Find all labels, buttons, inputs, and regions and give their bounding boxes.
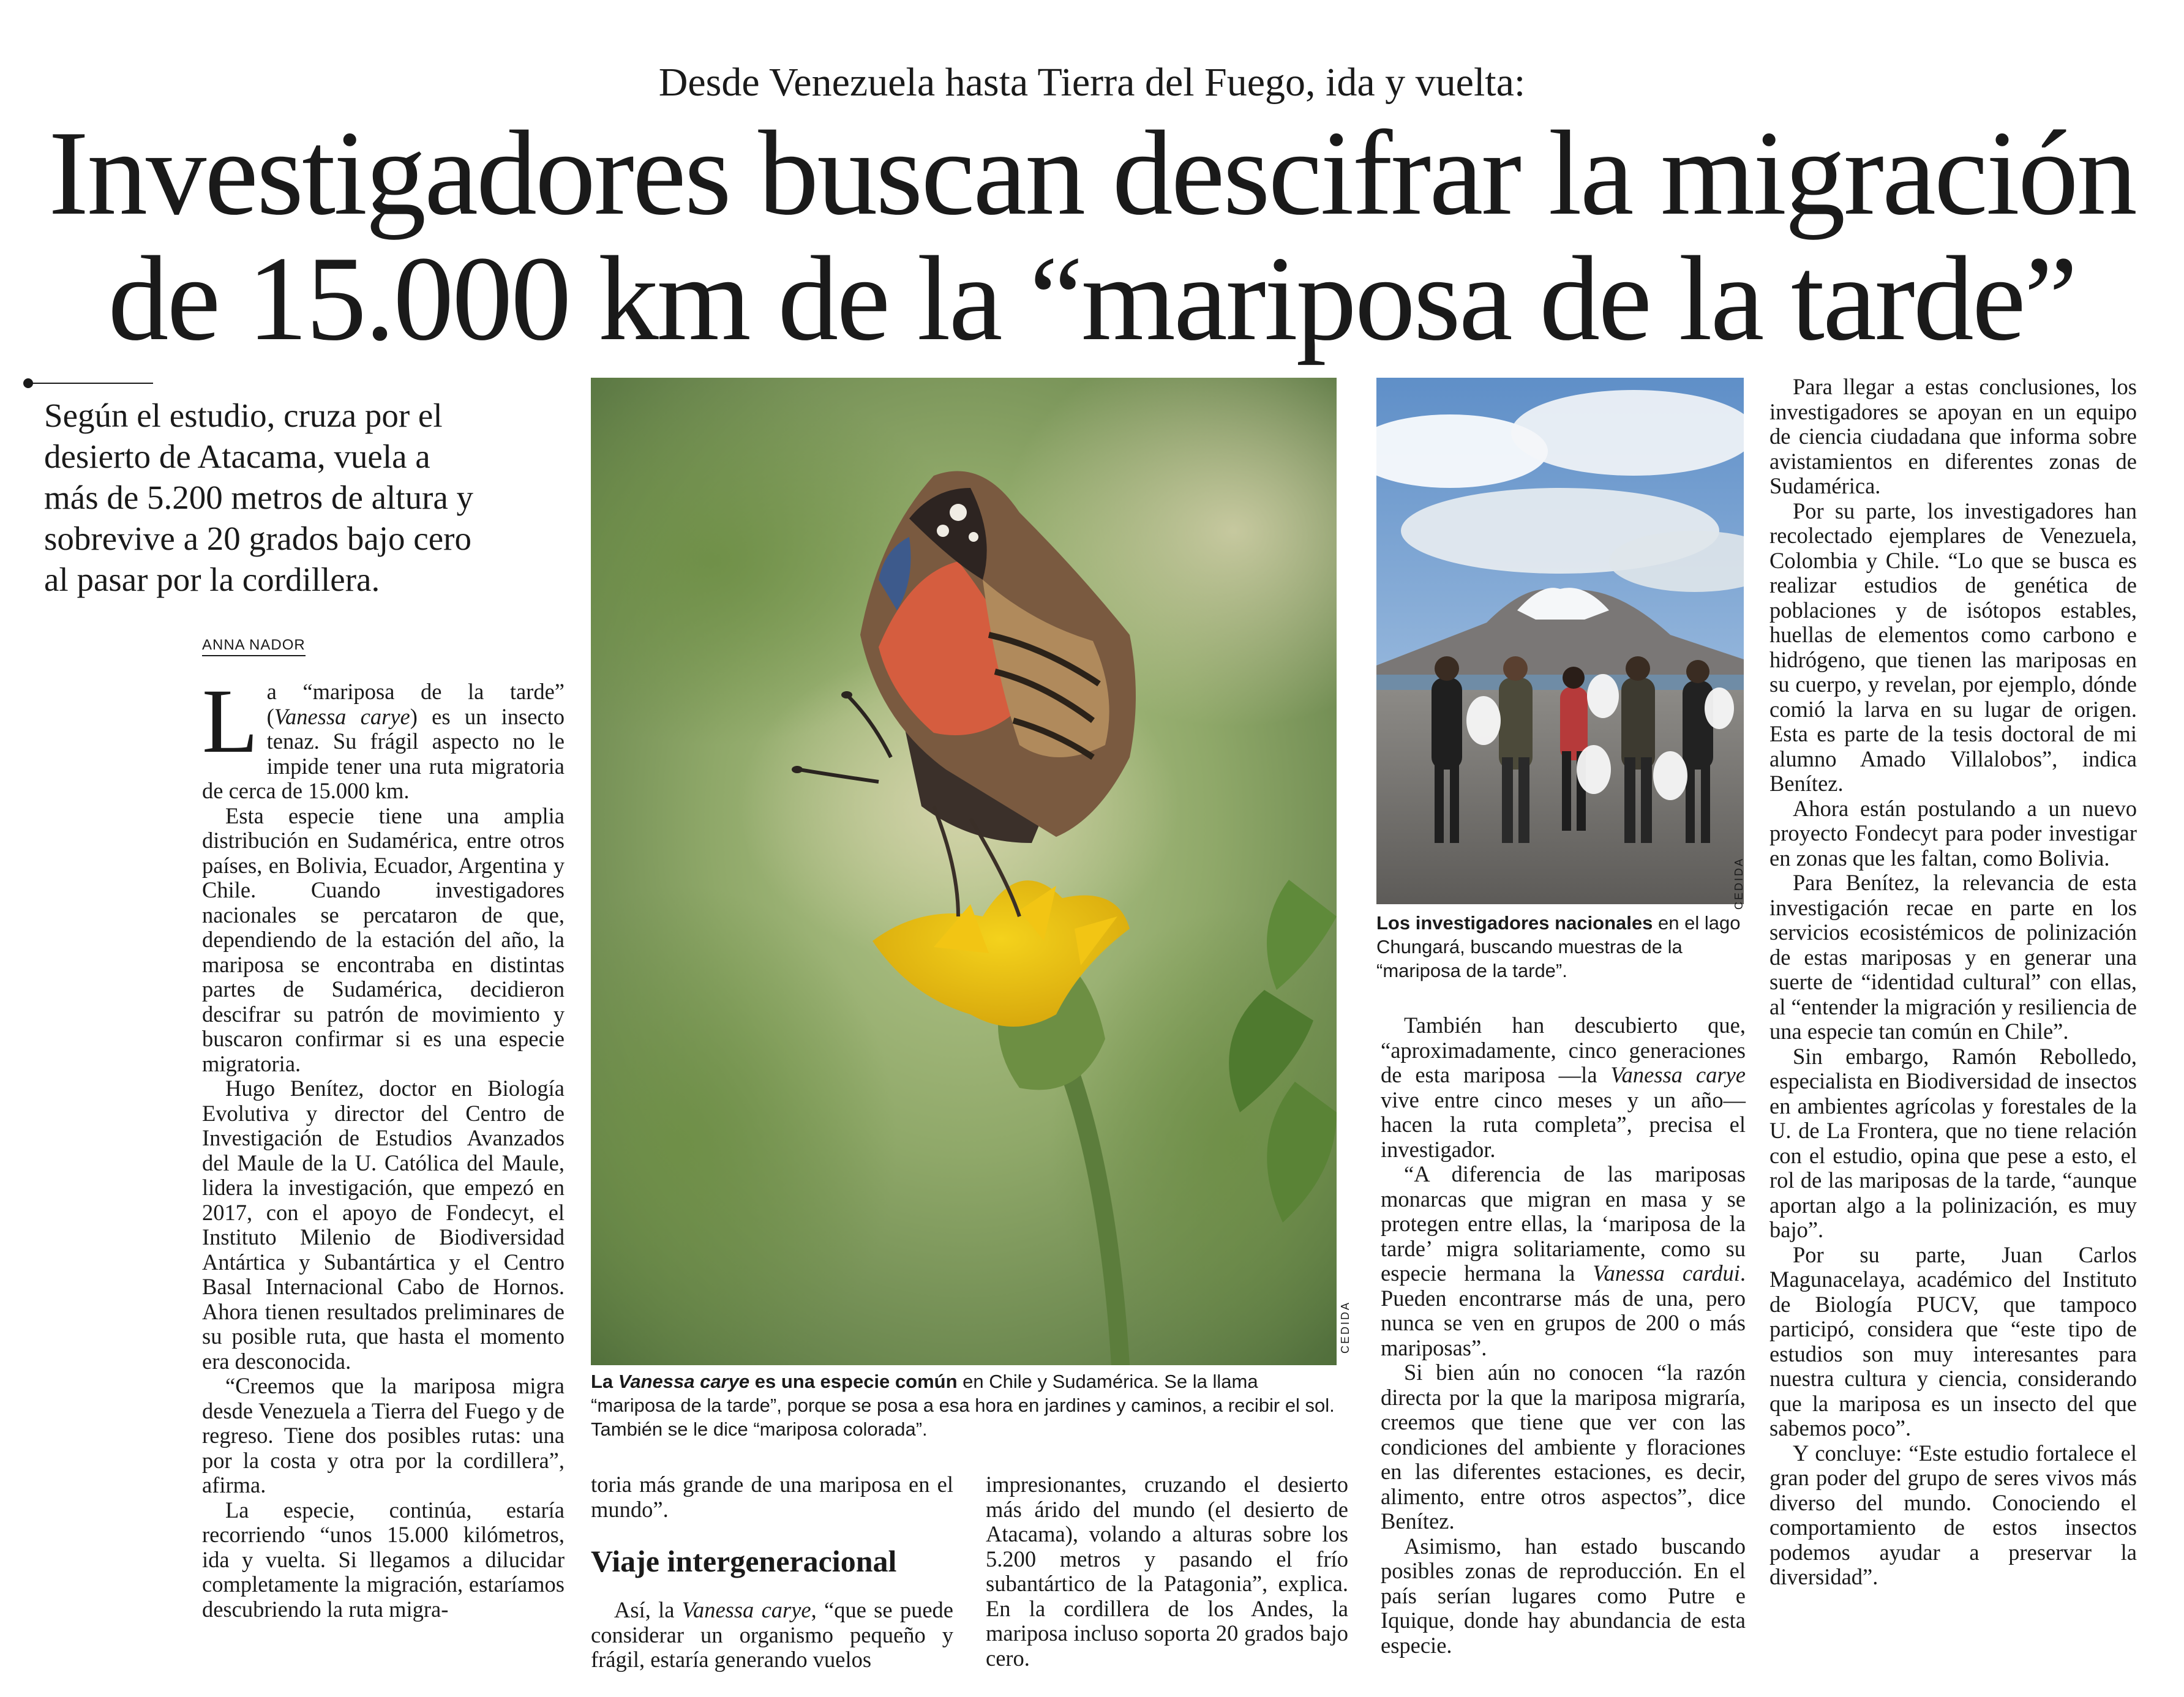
researchers-illustration — [1376, 378, 1744, 904]
paragraph: Hugo Benítez, doctor en Biología Evolutiva y director del Centro de Investigación de Estudios Avanzados del Maule de la U. Católica del Maule, lidera la investigación, que empezó en 2017, con el apoyo de Fondecyt, el Instituto Milenio de Biodiversidad Antártica y Subantártica y el Centro Basal Internacional Cabo de Hornos. Ahora tienen resultados preliminares de su posible ruta, que hasta el momento era desconocida. — [202, 1076, 565, 1374]
article-column-4 — [1381, 1013, 1746, 1658]
researchers-photo — [1376, 378, 1744, 904]
photo-caption — [591, 1369, 1338, 1441]
paragraph: Ahora están postulando a un nuevo proyecto Fondecyt para poder investigar en zonas que les faltan, como Bolivia. — [1769, 795, 2137, 871]
paragraph: La especie, continúa, estaría recorriendo “unos 15.000 kilómetros, ida y vuelta. Si llegamos a dilucidar completamente la migración, estaríamos descubriendo la ruta migra- — [202, 1497, 565, 1622]
text: vive entre cinco meses y un año— hacen la ruta completa”, precisa el investigador. — [1381, 1087, 1746, 1162]
article-column-1 — [202, 670, 565, 1622]
caption-text: en el lago Chungará, buscando muestras de la “mariposa de la tarde”. — [1376, 912, 1741, 981]
paragraph: Y concluye: “Este estudio fortalece el gran poder del grupo de seres vivos más diverso del mundo. Conociendo el comportamiento de estos insectos podemos ayudar a preservar la diversidad”. — [1769, 1440, 2137, 1589]
paragraph: Si bien aún no conocen “la razón directa por la que la mariposa migraría, creemos que tiene que ver con las condiciones del ambiente y floraciones en las diferentes estaciones, es decir, alimento, entre otros aspectos”, dice Benítez. — [1381, 1360, 1746, 1534]
species-name: Vanessa carye — [274, 703, 410, 729]
article-column-3 — [986, 1472, 1348, 1671]
deck-line: sobrevive a 20 grados bajo cero — [44, 520, 471, 557]
caption-text: en Chile y Sudamérica. Se la llama “mariposa de la tarde”, porque se posa a esa hora en jardines y caminos, a recibir el sol. También se le dice “mariposa colorada”. — [591, 1371, 1335, 1440]
paragraph: Sin embargo, Ramón Rebolledo, especialista en Biodiversidad de insectos en ambientes agrícolas y forestales de la U. de La Frontera, que no tiene relación con el estudio, opina que pese a esto, el rol de las mariposas de la tarde, “aunque aportan algo a la polinización, es muy bajo”. — [1769, 1043, 2137, 1242]
caption-bold: La — [591, 1371, 618, 1392]
headline-line-2: de 15.000 km de la “mariposa de la tarde” — [108, 231, 2076, 365]
byline: ANNA NADOR — [202, 637, 306, 656]
paragraph — [591, 1598, 953, 1673]
paragraph — [1381, 1162, 1746, 1360]
paragraph — [202, 670, 565, 804]
headline-line-1: Investigadores buscan descifrar la migración — [48, 106, 2136, 240]
article-column-2-continued — [591, 1598, 953, 1673]
text: “A diferencia de las mariposas monarcas que migran en masa y se protegen entre ellas, la ‘mariposa de la tarde’ migra solitariamente, como su especie hermana la — [1381, 1161, 1746, 1286]
species-name: Vanessa carye — [618, 1371, 750, 1392]
text: ) es un insecto tenaz. Su frágil aspecto no le impide tener una ruta migratoria de cerca de 15.000 km. — [202, 703, 565, 803]
paragraph: Asimismo, han estado buscando posibles zonas de reproducción. En el país serían lugares como Putre e Iquique, donde hay abundancia de esta especie. — [1381, 1533, 1746, 1658]
article-column-5 — [1769, 375, 2137, 1590]
photo-credit: CEDIDA — [1339, 1301, 1351, 1354]
species-name: Vanessa carye — [1610, 1062, 1746, 1087]
text: También han descubierto que, “aproximadamente, cinco generaciones de esta mariposa —la — [1381, 1013, 1746, 1087]
photo-caption — [1376, 911, 1744, 983]
paragraph: toria más grande de una mariposa en el mundo”. — [591, 1472, 953, 1522]
paragraph: Esta especie tiene una amplia distribución en Sudamérica, entre otros países, en Bolivia, Ecuador, Argentina y Chile. Cuando investigadores nacionales se percataron de que, dependiendo de la estación del año, la mariposa se encontraba en distintas partes de Sudamérica, decidieron descifrar su patrón de movimiento y buscaron confirmar si es una especie migratoria. — [202, 803, 565, 1076]
paragraph: Por su parte, los investigadores han recolectado ejemplares de Venezuela, Colombia y Chile. “Lo que se busca es realizar estudios de genética de poblaciones y de isótopos estables, huellas de elementos como carbono e hidrógeno, que tienen las mariposas en su cuerpo, y revelan, por ejemplo, dónde comió la larva en su lugar de origen. Esta es parte de la tesis doctoral de mi alumno Amado Villalobos”, indica Benítez. — [1769, 498, 2137, 796]
text: Así, la — [614, 1597, 682, 1622]
paragraph: “Creemos que la mariposa migra desde Venezuela a Tierra del Fuego y de regreso. Tiene dos posibles rutas: una por la costa y otra por la cordillera”, afirma. — [202, 1373, 565, 1497]
paragraph: Por su parte, Juan Carlos Magunacelaya, académico del Instituto de Biología PUCV, que tampoco participó, considera que “este tipo de estudios son muy interesantes para nuestra cultura y ciencia, considerando que la mariposa es un insecto del que sabemos poco”. — [1769, 1242, 2137, 1440]
text: a “mariposa de la tarde” ( — [266, 679, 565, 729]
caption-bold: es una especie común — [749, 1371, 958, 1392]
paragraph: impresionantes, cruzando el desierto más árido del mundo (el desierto de Atacama), volando a alturas sobre los 5.200 metros y pasando el frío subantártico de la Patagonia”, explica. En la cordillera de los Andes, la mariposa incluso soporta 20 grados bajo cero. — [986, 1472, 1348, 1671]
deck-line: al pasar por la cordillera. — [44, 561, 380, 598]
paragraph: Para Benítez, la relevancia de esta investigación recae en parte en los servicios ecosistémicos de polinización de estas mariposas y en generar una suerte de “identidad cultural” con ellas, al “entender la migración y resiliencia de una especie tan común en Chile”. — [1769, 870, 2137, 1044]
paragraph — [1381, 1013, 1746, 1162]
headline — [24, 106, 2160, 365]
drop-cap: L — [202, 670, 258, 772]
deck-line: desierto de Atacama, vuela a — [44, 438, 430, 475]
deck — [44, 395, 571, 600]
deck-rule — [31, 383, 153, 384]
kicker: Desde Venezuela hasta Tierra del Fuego, ida y vuelta: — [658, 60, 1526, 105]
text: , “que se puede considerar un organismo pequeño y frágil, estaría generando vuelos — [591, 1597, 954, 1672]
butterfly-photo — [591, 378, 1337, 1365]
deck-line: más de 5.200 metros de altura y — [44, 479, 474, 516]
text: . Pueden encontrarse más de una, pero nunca se ven en grupos de 200 o más mariposas”. — [1381, 1261, 1746, 1360]
species-name: Vanessa cardui — [1593, 1261, 1740, 1286]
subhead: Viaje intergeneracional — [591, 1544, 897, 1578]
article-column-2 — [591, 1472, 953, 1522]
paragraph: Para llegar a estas conclusiones, los investigadores se apoyan en un equipo de ciencia ciudadana que informa sobre avistamientos en diferentes zonas de Sudamérica. — [1769, 374, 2137, 498]
caption-bold: Los investigadores nacionales — [1376, 912, 1653, 934]
butterfly-illustration — [591, 378, 1337, 1365]
deck-line: Según el estudio, cruza por el — [44, 397, 443, 434]
photo-credit: CEDIDA — [1733, 857, 1745, 910]
species-name: Vanessa carye — [681, 1597, 811, 1622]
